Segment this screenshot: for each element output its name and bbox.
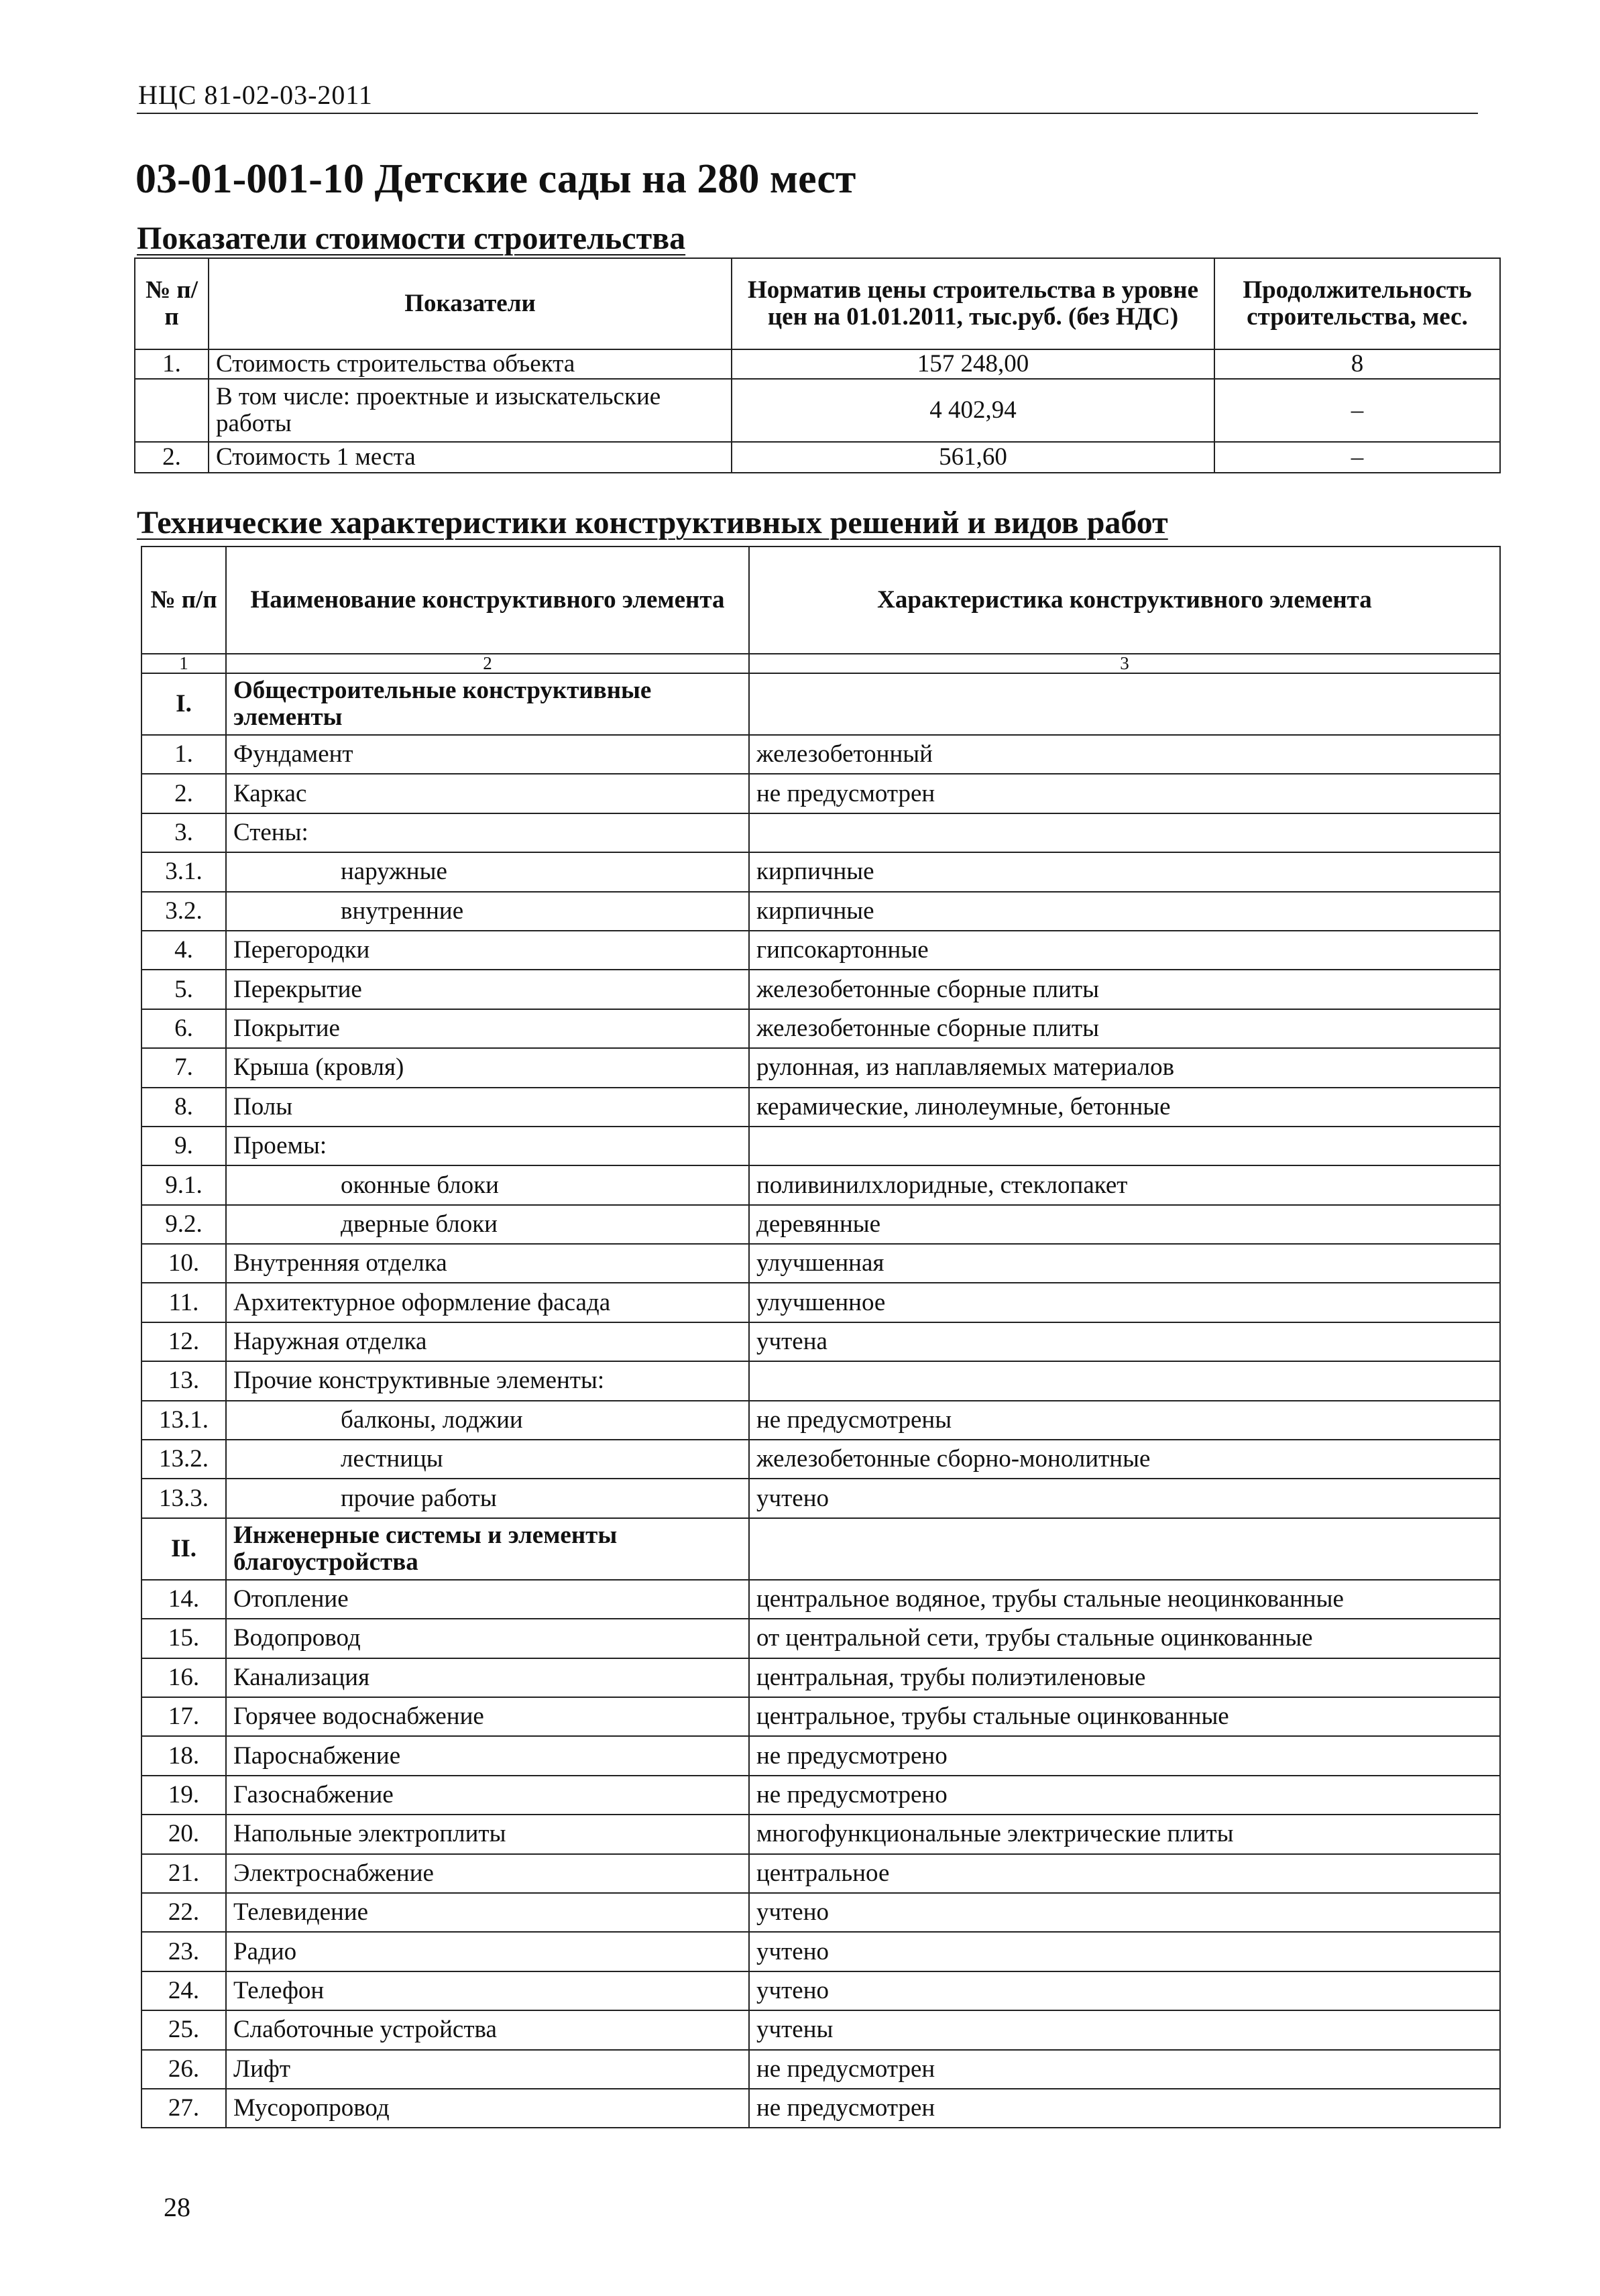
table-row [141,813,1500,852]
row-number: 11. [141,1283,226,1322]
table-row [135,379,1500,442]
table-row [141,1619,1500,1658]
column-index: 2 [226,654,749,673]
row-element-name: Отопление [226,1580,749,1619]
row-element-name: Электроснабжение [226,1854,749,1893]
row-number: 9. [141,1127,226,1165]
table-row [141,1697,1500,1736]
table-row [141,1580,1500,1619]
row-number: 13.1. [141,1401,226,1440]
page-number: 28 [164,2192,190,2222]
row-element-name: Инженерные системы и элементы благоустройства [226,1518,749,1580]
row-characteristic: центральное водяное, трубы стальные неоцинкованные [749,1580,1500,1619]
row-number: 3. [141,813,226,852]
table-row [141,1244,1500,1283]
row-characteristic [749,1127,1500,1165]
cost-section-title: Показатели стоимости строительства [137,221,686,256]
row-number: 22. [141,1893,226,1932]
table-row [141,2089,1500,2128]
table-row [141,1479,1500,1517]
row-number: 20. [141,1815,226,1853]
row-price: 4 402,94 [732,379,1214,442]
row-element-name: Водопровод [226,1619,749,1658]
table-row [135,442,1500,473]
row-number: 12. [141,1322,226,1361]
row-element-name: Покрытие [226,1009,749,1048]
row-element-name: Внутренняя отделка [226,1244,749,1283]
row-number: 5. [141,970,226,1009]
row-number: 25. [141,2010,226,2049]
table-row [141,774,1500,813]
row-number: 1. [141,735,226,774]
table-row [141,1815,1500,1853]
row-element-name: оконные блоки [226,1165,749,1204]
table-row [141,1048,1500,1087]
row-characteristic: железобетонные сборные плиты [749,970,1500,1009]
table-row [141,1893,1500,1932]
row-element-name: Телевидение [226,1893,749,1932]
row-characteristic: учтено [749,1932,1500,1971]
table-row [141,1658,1500,1697]
column-header-duration: Продолжительность строительства, мес. [1214,258,1500,349]
row-number: 2. [141,774,226,813]
table-row [141,892,1500,931]
column-index: 3 [749,654,1500,673]
header-divider [137,113,1478,114]
row-number [135,379,209,442]
row-element-name: балконы, лоджии [226,1401,749,1440]
column-header-number: № п/п [135,258,209,349]
row-characteristic [749,1361,1500,1400]
table-row [141,1322,1500,1361]
row-characteristic: от центральной сети, трубы стальные оцинкованные [749,1619,1500,1658]
row-characteristic [749,673,1500,735]
row-characteristic: не предусмотрено [749,1736,1500,1775]
row-characteristic [749,813,1500,852]
row-characteristic: не предусмотрены [749,1401,1500,1440]
row-characteristic: улучшенная [749,1244,1500,1283]
row-indicator: Стоимость строительства объекта [209,349,732,379]
table-row [135,349,1500,379]
row-element-name: Фундамент [226,735,749,774]
row-indicator: Стоимость 1 места [209,442,732,473]
row-characteristic [749,1518,1500,1580]
row-characteristic: центральная, трубы полиэтиленовые [749,1658,1500,1697]
row-element-name: Газоснабжение [226,1776,749,1815]
row-number: 10. [141,1244,226,1283]
row-number: 26. [141,2050,226,2089]
table-row [141,1009,1500,1048]
row-element-name: Крыша (кровля) [226,1048,749,1087]
table-row [141,1440,1500,1479]
row-element-name: Общестроительные конструктивные элементы [226,673,749,735]
column-header-indicator: Показатели [209,258,732,349]
row-element-name: прочие работы [226,1479,749,1517]
row-element-name: Лифт [226,2050,749,2089]
row-number: 24. [141,1971,226,2010]
row-number: 21. [141,1854,226,1893]
row-element-name: внутренние [226,892,749,931]
row-characteristic: учтено [749,1479,1500,1517]
row-characteristic: железобетонный [749,735,1500,774]
row-characteristic: кирпичные [749,852,1500,891]
row-number: 15. [141,1619,226,1658]
column-header-element: Наименование конструктивного элемента [226,547,749,654]
row-element-name: Мусоропровод [226,2089,749,2128]
row-element-name: Наружная отделка [226,1322,749,1361]
row-number: 7. [141,1048,226,1087]
row-number: 23. [141,1932,226,1971]
column-header-characteristic: Характеристика конструктивного элемента [749,547,1500,654]
table-row [141,1165,1500,1204]
tech-characteristics-table [141,546,1501,2128]
row-characteristic: многофункциональные электрические плиты [749,1815,1500,1853]
row-number: 13.2. [141,1440,226,1479]
row-number: 16. [141,1658,226,1697]
row-number: 8. [141,1088,226,1127]
row-duration: – [1214,442,1500,473]
column-header-price: Норматив цены строительства в уровне цен на 01.01.2011, тыс.руб. (без НДС) [732,258,1214,349]
row-price: 157 248,00 [732,349,1214,379]
row-number: 9.1. [141,1165,226,1204]
table-row [141,1205,1500,1244]
row-number: 17. [141,1697,226,1736]
row-characteristic: деревянные [749,1205,1500,1244]
row-number: 18. [141,1736,226,1775]
row-number: 1. [135,349,209,379]
row-number: 3.2. [141,892,226,931]
row-number: 3.1. [141,852,226,891]
row-characteristic: керамические, линолеумные, бетонные [749,1088,1500,1127]
table-row [141,1776,1500,1815]
table-row [141,1088,1500,1127]
row-characteristic: не предусмотрен [749,774,1500,813]
table-row [141,1932,1500,1971]
row-characteristic: учтено [749,1971,1500,2010]
row-indicator: В том числе: проектные и изыскательские работы [209,379,732,442]
row-characteristic: гипсокартонные [749,931,1500,970]
row-element-name: Проемы: [226,1127,749,1165]
row-number: 9.2. [141,1205,226,1244]
row-number: I. [141,673,226,735]
row-number: 27. [141,2089,226,2128]
table-row [141,852,1500,891]
row-element-name: Перекрытие [226,970,749,1009]
row-element-name: Пароснабжение [226,1736,749,1775]
row-element-name: Телефон [226,1971,749,2010]
table-row [141,1401,1500,1440]
table-row [141,1283,1500,1322]
row-element-name: Горячее водоснабжение [226,1697,749,1736]
row-element-name: Каркас [226,774,749,813]
row-characteristic: поливинилхлоридные, стеклопакет [749,1165,1500,1204]
page-title: 03-01-001-10 Детские сады на 280 мест [135,156,856,202]
table-row [141,1971,1500,2010]
row-element-name: Канализация [226,1658,749,1697]
row-characteristic: центральное [749,1854,1500,1893]
table-row [141,1736,1500,1775]
row-characteristic: не предусмотрен [749,2050,1500,2089]
cost-indicators-table [134,257,1501,473]
row-element-name: наружные [226,852,749,891]
row-element-name: Радио [226,1932,749,1971]
column-header-number: № п/п [141,547,226,654]
row-duration: – [1214,379,1500,442]
row-characteristic: учтено [749,1893,1500,1932]
row-characteristic: центральное, трубы стальные оцинкованные [749,1697,1500,1736]
row-element-name: Полы [226,1088,749,1127]
row-number: 13.3. [141,1479,226,1517]
row-price: 561,60 [732,442,1214,473]
section-row [141,673,1500,735]
row-number: 6. [141,1009,226,1048]
row-number: 14. [141,1580,226,1619]
row-number: 2. [135,442,209,473]
table-row [141,2010,1500,2049]
section-row [141,1518,1500,1580]
row-characteristic: железобетонные сборно-монолитные [749,1440,1500,1479]
document-code: НЦС 81-02-03-2011 [138,80,373,110]
row-characteristic: рулонная, из наплавляемых материалов [749,1048,1500,1087]
row-characteristic: кирпичные [749,892,1500,931]
row-element-name: Слаботочные устройства [226,2010,749,2049]
row-number: 4. [141,931,226,970]
row-element-name: Стены: [226,813,749,852]
row-number: 13. [141,1361,226,1400]
row-duration: 8 [1214,349,1500,379]
column-index: 1 [141,654,226,673]
row-element-name: лестницы [226,1440,749,1479]
row-characteristic: железобетонные сборные плиты [749,1009,1500,1048]
row-element-name: дверные блоки [226,1205,749,1244]
row-element-name: Архитектурное оформление фасада [226,1283,749,1322]
row-characteristic: не предусмотрен [749,2089,1500,2128]
row-number: 19. [141,1776,226,1815]
table-row [141,1127,1500,1165]
row-characteristic: не предусмотрено [749,1776,1500,1815]
row-element-name: Прочие конструктивные элементы: [226,1361,749,1400]
row-characteristic: учтена [749,1322,1500,1361]
table-row [141,2050,1500,2089]
table-row [141,735,1500,774]
table-row [141,1361,1500,1400]
row-element-name: Перегородки [226,931,749,970]
column-index-row [141,654,1500,673]
row-characteristic: улучшенное [749,1283,1500,1322]
table-row [141,1854,1500,1893]
tech-section-title: Технические характеристики конструктивных решений и видов работ [137,505,1168,540]
row-characteristic: учтены [749,2010,1500,2049]
row-number: II. [141,1518,226,1580]
table-row [141,931,1500,970]
row-element-name: Напольные электроплиты [226,1815,749,1853]
table-row [141,970,1500,1009]
